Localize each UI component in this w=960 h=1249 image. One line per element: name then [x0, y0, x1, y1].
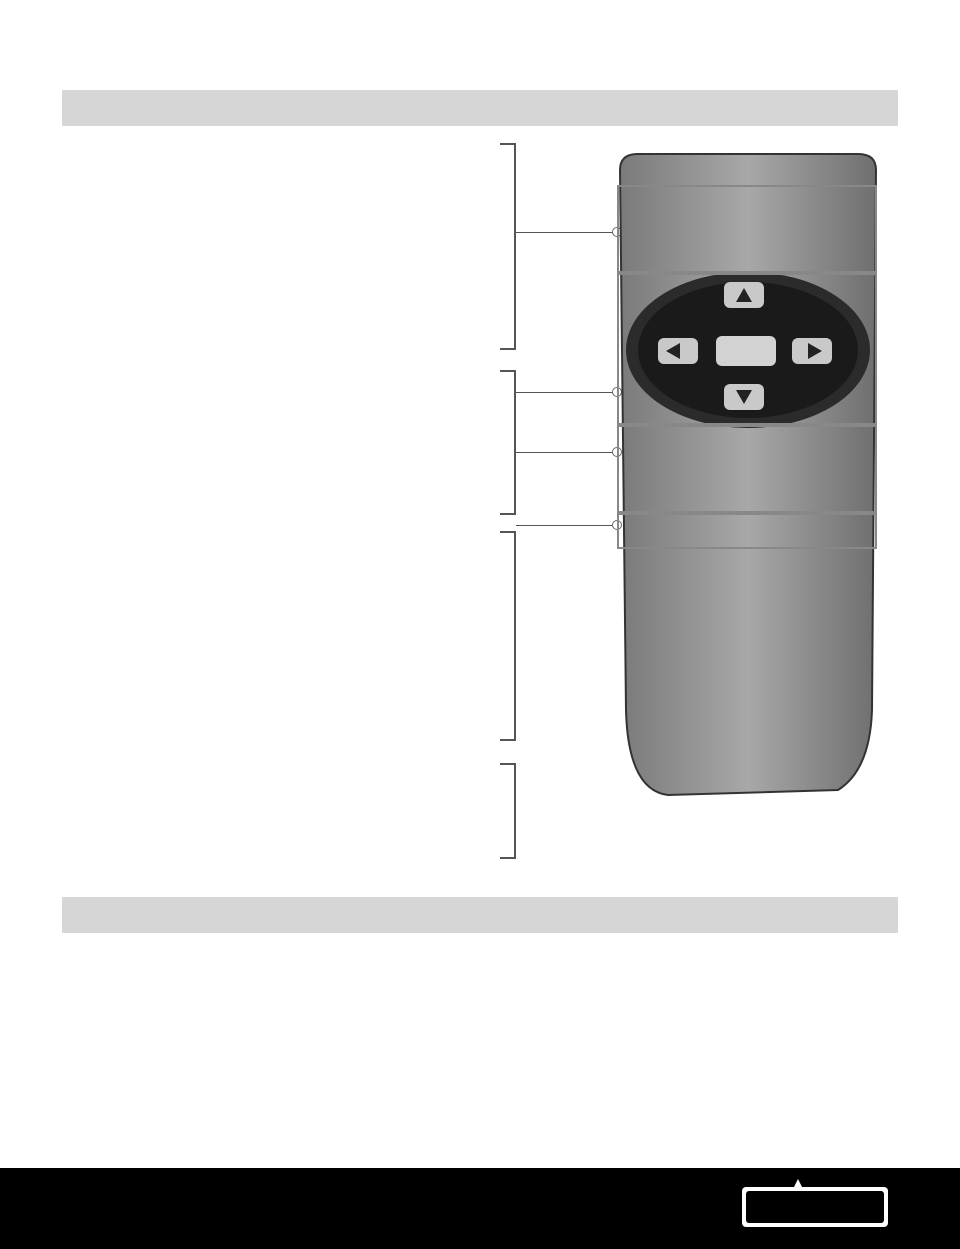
leader-line-2: [516, 392, 616, 393]
leader-line-3: [516, 452, 616, 453]
bracket-group-3: [500, 531, 516, 741]
leader-line-4: [516, 525, 616, 526]
section-title-gwarancja: [62, 897, 898, 933]
bracket-group-4: [500, 763, 516, 859]
sweex-logo: [740, 1177, 890, 1245]
bracket-group-2: [500, 370, 516, 515]
leader-line-1: [516, 232, 616, 233]
bracket-group-1: [500, 143, 516, 350]
section-title-pilot: [62, 90, 898, 126]
remote-control-image: [608, 150, 888, 805]
